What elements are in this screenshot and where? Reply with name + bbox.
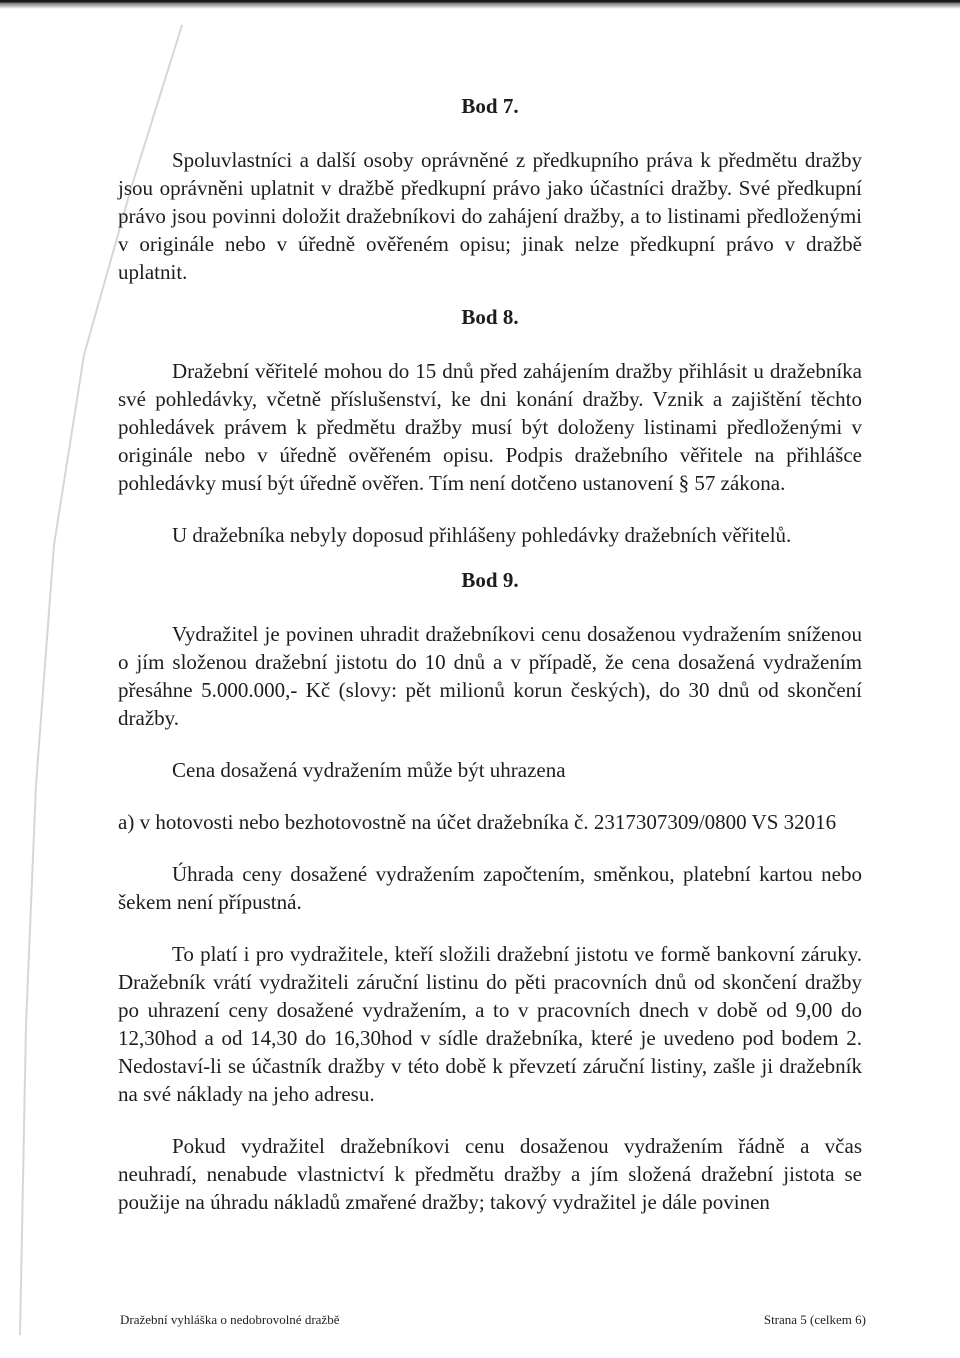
footer-document-title: Dražební vyhláška o nedobrovolné dražbě xyxy=(120,1312,340,1327)
paragraph-bankovni-zaruka: To platí i pro vydražitele, kteří složili dražební jistotu ve formě bankovní záruky. Dražebník vrátí vydražiteli záruční listinu do pěti pracovních dnů od skončení dražby po uhrazení ceny dosažené vydražením, a to v pracovních dnech v době od 9,00 do 12,30hod a od 14,30 do 16,30hod v sídle dražebníka, které je uvedeno pod bodem 2. Nedostaví-li se účastník dražby v této době k převzetí záruční listiny, zašle ji dražebník na své náklady na jeho adresu. xyxy=(118,942,862,1106)
paragraph-cena-uhrazena: Cena dosažená vydražením může být uhrazena xyxy=(172,758,566,782)
paragraph-neuhrazeni: Pokud vydražitel dražebníkovi cenu dosaženou vydražením řádně a včas neuhradí, nenabude vlastnictví k předmětu dražby a jím složená dražební jistota se použije na úhradu nákladů zmařené dražby; takový vydražitel je dále povinen xyxy=(118,1134,862,1214)
paragraph-predkupni-pravo: Spoluvlastníci a další osoby oprávněné z předkupního práva k předmětu dražby jsou oprávněni uplatnit v dražbě předkupní právo jako účastníci dražby. Své předkupní právo jsou povinni doložit dražebníkovi do zahájení dražby, a to listinami předloženými v originále nebo v úředně ověřeném opisu; jinak nelze předkupní právo v dražbě uplatnit. xyxy=(118,148,862,284)
document-page xyxy=(118,80,862,1216)
section-heading-bod-7: Bod 7. xyxy=(461,94,519,118)
footer-page-number: Strana 5 (celkem 6) xyxy=(763,1312,866,1327)
section-heading-bod-8: Bod 8. xyxy=(461,305,519,329)
section-heading-bod-9: Bod 9. xyxy=(461,568,519,592)
paragraph-uhrada-ceny: Vydražitel je povinen uhradit dražebníkovi cenu dosaženou vydražením sníženou o jím složenou dražební jistotu do 10 dnů a v případě, že cena dosažená vydražením přesáhne 5.000.000,- Kč (slovy: pět milionů korun českých), do 30 dnů od skončení dražby. xyxy=(118,622,862,730)
paragraph-hotovost-ucet: a) v hotovosti nebo bezhotovostně na účet dražebníka č. 2317307309/0800 VS 32016 xyxy=(118,810,837,834)
paragraph-prihlasky-note: U dražebníka nebyly doposud přihlášeny pohledávky dražebních věřitelů. xyxy=(172,523,792,547)
scan-top-edge xyxy=(0,0,960,12)
paragraph-drazebni-veritele: Dražební věřitelé mohou do 15 dnů před zahájením dražby přihlásit u dražebníka své pohledávky, včetně příslušenství, ke dni konání dražby. Vznik a zajištění těchto pohledávek právem k předmětu dražby musí být doloženy listinami předloženými v originále nebo v úředně ověřeném opisu. Podpis dražebního věřitele na přihlášce pohledávky musí být úředně ověřen. Tím není dotčeno ustanovení § 57 zákona. xyxy=(118,359,862,495)
paragraph-zapocteni: Úhrada ceny dosažené vydražením započtením, směnkou, platební kartou nebo šekem není přípustná. xyxy=(118,862,862,914)
